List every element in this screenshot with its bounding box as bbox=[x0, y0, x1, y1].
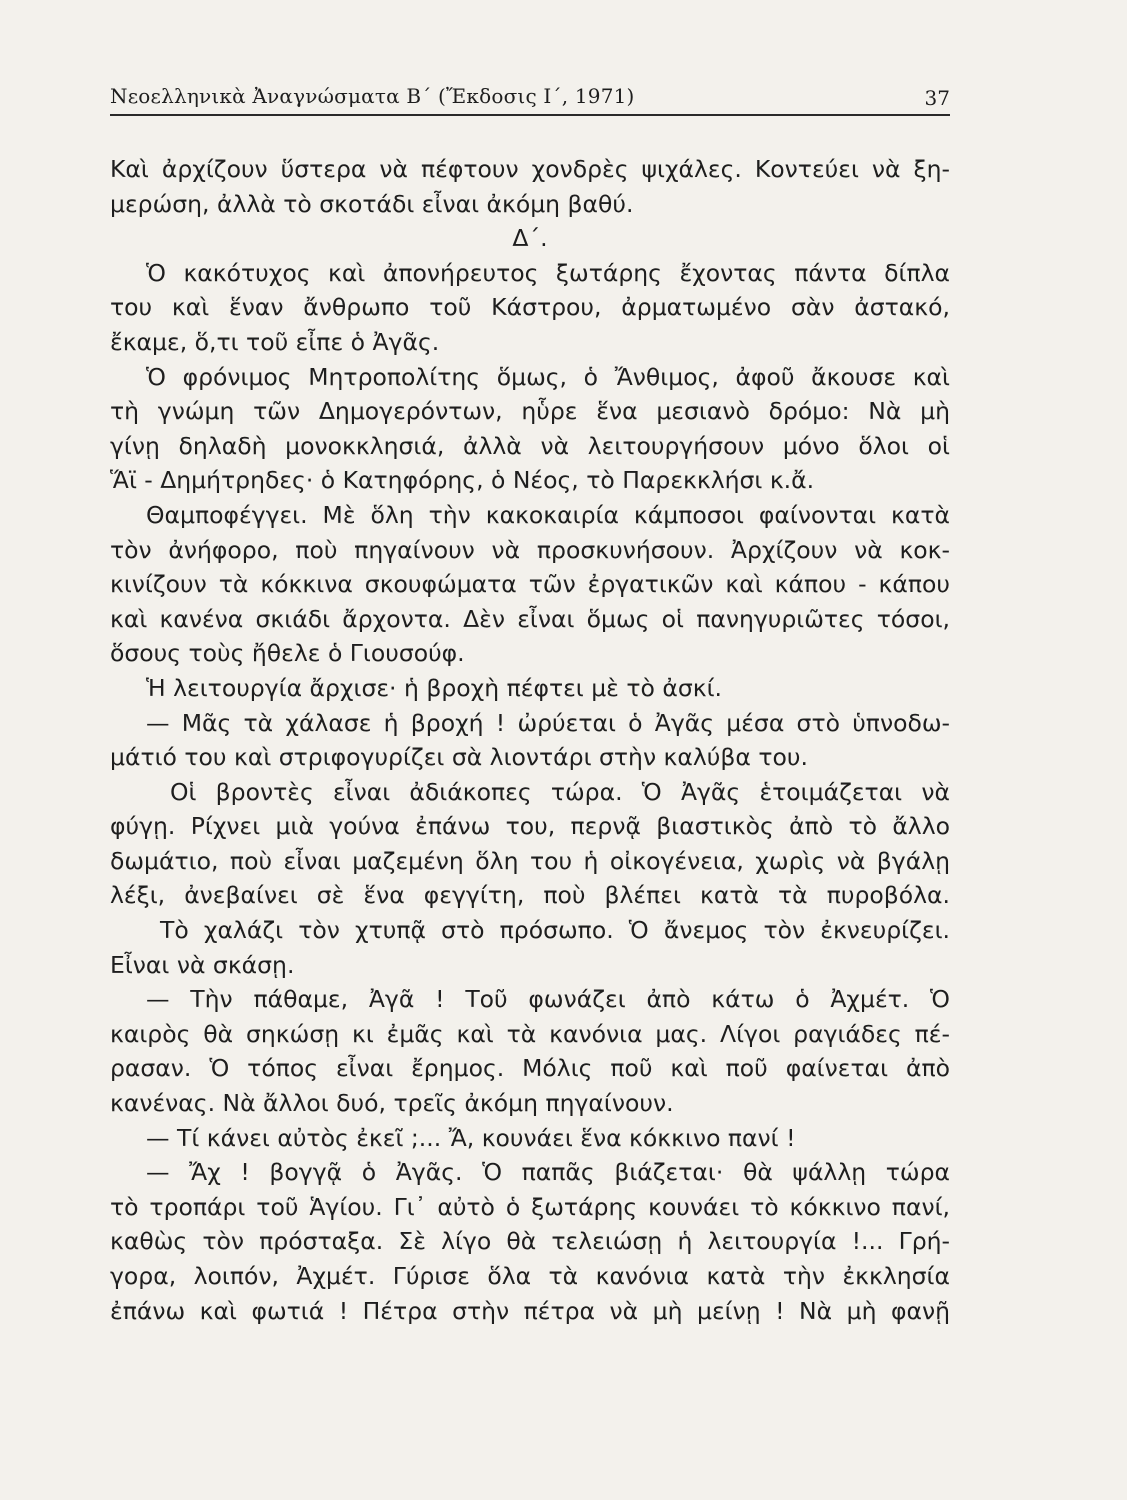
text-line: τὴ γνώμη τῶν Δημογερόντων, ηὗρε ἕνα μεσιανὸ δρόμο: Νὰ μὴ bbox=[110, 397, 950, 426]
text-line: κανένας. Νὰ ἄλλοι δυό, τρεῖς ἀκόμη πηγαίνουν. bbox=[110, 1089, 674, 1118]
text-line: Θαμποφέγγει. Μὲ ὅλη τὴν κακοκαιρία κάμποσοι φαίνονται κατὰ bbox=[146, 500, 950, 529]
text-line: γορα, λοιπόν, Ἀχμέτ. Γύρισε ὅλα τὰ κανόνια κατὰ τὴν ἐκκλησία bbox=[110, 1262, 950, 1290]
text-line: καὶ κανένα σκιάδι ἄρχοντα. Δὲν εἶναι ὅμως οἱ πανηγυριῶτες τόσοι, bbox=[110, 604, 950, 633]
text-line: κινίζουν τὰ κόκκινα σκουφώματα τῶν ἐργατικῶν καὶ κάπου - κάπου bbox=[110, 570, 950, 599]
text-line: ὅσους τοὺς ἤθελε ὁ Γιουσούφ. bbox=[110, 639, 465, 668]
text-line: — Τί κάνει αὐτὸς ἐκεῖ ;... Ἄ, κουνάει ἕνα κόκκινο πανί ! bbox=[146, 1123, 796, 1152]
body-text bbox=[110, 152, 950, 1328]
text-line: Καὶ ἀρχίζουν ὕστερα νὰ πέφτουν χονδρὲς ψιχάλες. Κοντεύει νὰ ξη- bbox=[110, 155, 950, 183]
text-line: λέξι, ἀνεβαίνει σὲ ἕνα φεγγίτη, ποὺ βλέπει κατὰ τὰ πυροβόλα. bbox=[110, 881, 950, 910]
text-line: Εἶναι νὰ σκάσῃ. bbox=[110, 950, 295, 979]
text-line: — Μᾶς τὰ χάλασε ἡ βροχή ! ὠρύεται ὁ Ἀγᾶς μέσα στὸ ὑπνοδω- bbox=[146, 708, 950, 737]
text-line: καιρὸς θὰ σηκώσῃ κι ἐμᾶς καὶ τὰ κανόνια μας. Λίγοι ραγιάδες πέ- bbox=[110, 1019, 950, 1048]
text-line: Ἡ λειτουργία ἄρχισε· ἡ βροχὴ πέφτει μὲ τὸ ἀσκί. bbox=[146, 673, 722, 702]
page-number: 37 bbox=[924, 86, 950, 110]
text-line: φύγῃ. Ρίχνει μιὰ γούνα ἐπάνω του, περνᾷ βιαστικὸς ἀπὸ τὸ ἄλλο bbox=[110, 812, 950, 841]
text-line: τὸν ἀνήφορο, ποὺ πηγαίνουν νὰ προσκυνήσουν. Ἀρχίζουν νὰ κοκ- bbox=[110, 535, 950, 564]
text-line: του καὶ ἕναν ἄνθρωπο τοῦ Κάστρου, ἀρματωμένο σὰν ἀστακό, bbox=[110, 293, 950, 322]
text-line: Ὁ κακότυχος καὶ ἀπονήρευτος ξωτάρης ἔχοντας πάντα δίπλα bbox=[146, 258, 950, 287]
text-line: δωμάτιο, ποὺ εἶναι μαζεμένη ὅλη του ἡ οἰκογένεια, χωρὶς νὰ βγάλῃ bbox=[110, 846, 950, 875]
text-line: ἔκαμε, ὅ,τι τοῦ εἶπε ὁ Ἀγᾶς. bbox=[110, 327, 440, 356]
section-heading: Δ΄. bbox=[512, 224, 548, 253]
text-line: καθὼς τὸν πρόσταξα. Σὲ λίγο θὰ τελειώσῃ ἡ λειτουργία !... Γρή- bbox=[110, 1227, 950, 1256]
text-line: τὸ τροπάρι τοῦ Ἁγίου. Γι᾽ αὐτὸ ὁ ξωτάρης κουνάει τὸ κόκκινο πανί, bbox=[110, 1192, 950, 1221]
text-line: μάτιό του καὶ στριφογυρίζει σὰ λιοντάρι στὴν καλύβα του. bbox=[110, 743, 808, 772]
text-line: μερώση, ἀλλὰ τὸ σκοτάδι εἶναι ἀκόμη βαθύ. bbox=[110, 189, 634, 218]
header-title: Νεοελληνικὰ Ἀναγνώσματα Β΄ (Ἔκδοσις Ι΄, 1971) bbox=[110, 84, 635, 108]
text-line: Οἱ βροντὲς εἶναι ἀδιάκοπες τώρα. Ὁ Ἀγᾶς ἑτοιμάζεται νὰ bbox=[170, 777, 950, 806]
text-line: Τὸ χαλάζι τὸν χτυπᾷ στὸ πρόσωπο. Ὁ ἄνεμος τὸν ἐκνευρίζει. bbox=[160, 916, 950, 945]
text-line: — Τὴν πάθαμε, Ἀγᾶ ! Τοῦ φωνάζει ἀπὸ κάτω ὁ Ἀχμέτ. Ὁ bbox=[146, 985, 950, 1014]
running-header bbox=[110, 84, 950, 116]
text-line: Ὁ φρόνιμος Μητροπολίτης ὅμως, ὁ Ἄνθιμος, ἀφοῦ ἄκουσε καὶ bbox=[146, 362, 950, 391]
text-line: ρασαν. Ὁ τόπος εἶναι ἔρημος. Μόλις ποῦ καὶ ποῦ φαίνεται ἀπὸ bbox=[110, 1054, 950, 1083]
text-line: ἐπάνω καὶ φωτιά ! Πέτρα στὴν πέτρα νὰ μὴ μείνῃ ! Νὰ μὴ φανῇ bbox=[110, 1296, 950, 1325]
text-line: γίνῃ δηλαδὴ μονοκκλησιά, ἀλλὰ νὰ λειτουργήσουν μόνο ὅλοι οἱ bbox=[110, 431, 950, 460]
text-line: Ἅϊ - Δημήτρηδες· ὁ Κατηφόρης, ὁ Νέος, τὸ Παρεκκλήσι κ.ἄ. bbox=[110, 466, 815, 495]
text-line: — Ἄχ ! βογγᾷ ὁ Ἀγᾶς. Ὁ παπᾶς βιάζεται· θὰ ψάλλῃ τώρα bbox=[146, 1158, 950, 1187]
